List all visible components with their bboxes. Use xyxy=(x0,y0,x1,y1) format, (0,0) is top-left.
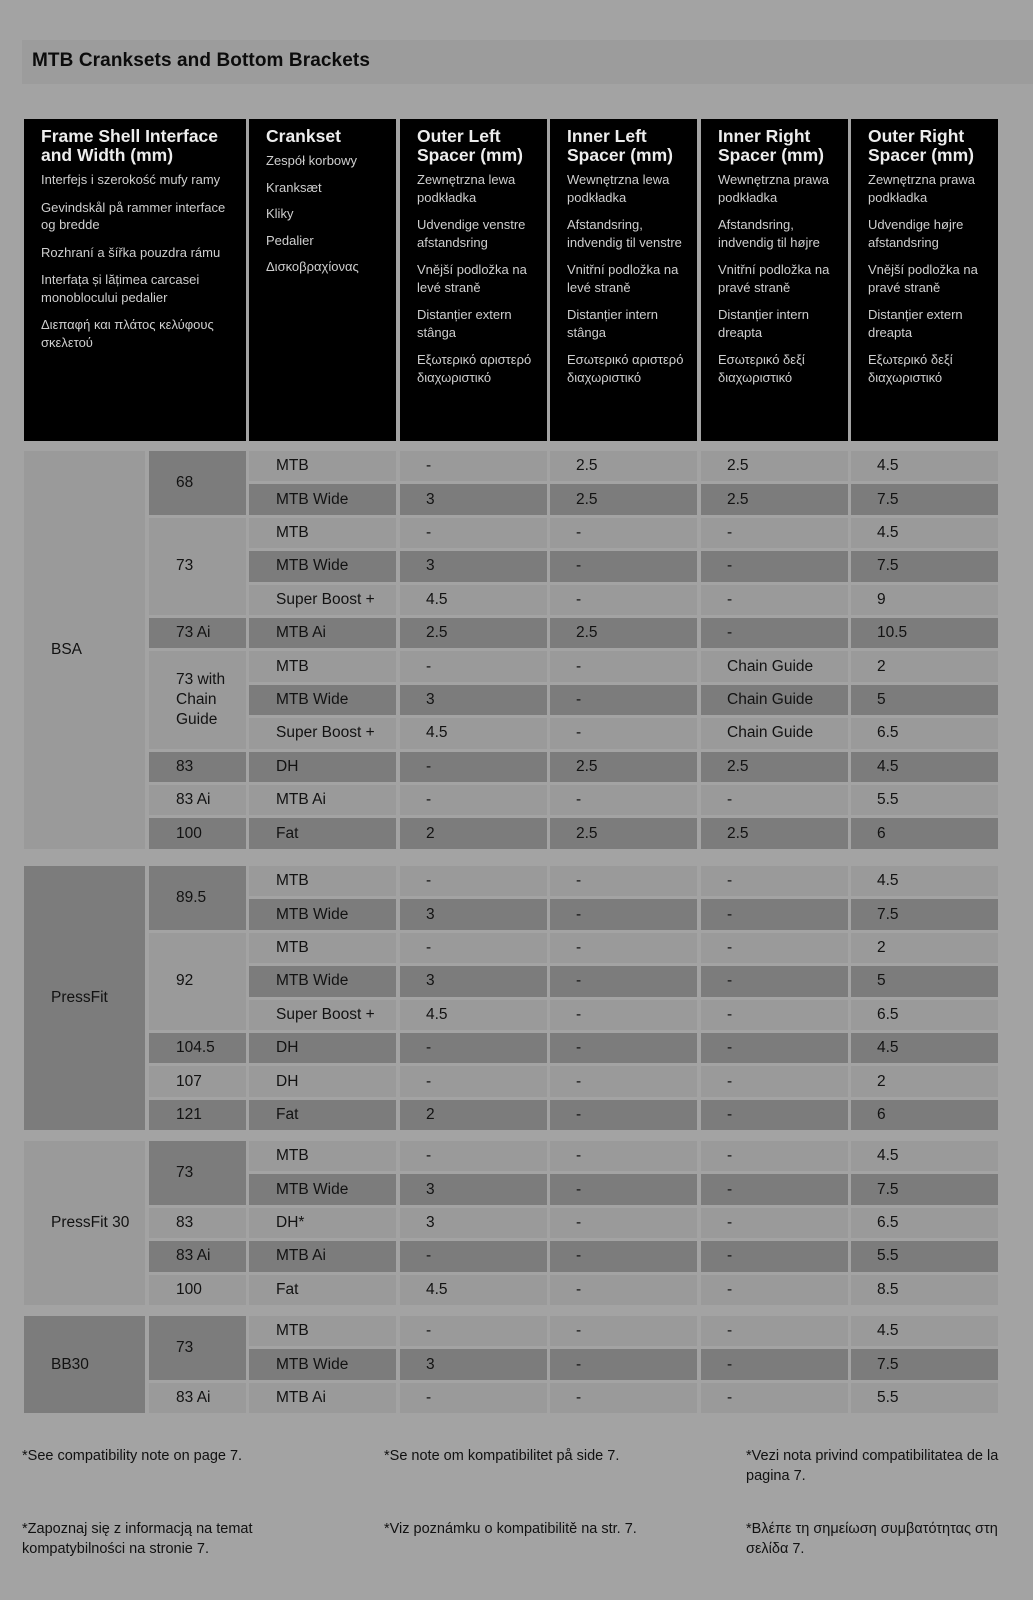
inner-right-cell: - xyxy=(701,1174,848,1204)
outer-right-cell: 4.5 xyxy=(851,1033,998,1063)
inner-left-cell: - xyxy=(550,1000,697,1030)
outer-left-cell: - xyxy=(400,1316,547,1346)
outer-right-cell: 6.5 xyxy=(851,1000,998,1030)
inner-right-cell: - xyxy=(701,585,848,615)
outer-left-cell: 2.5 xyxy=(400,618,547,648)
inner-left-cell: - xyxy=(550,1316,697,1346)
inner-right-cell: 2.5 xyxy=(701,451,848,481)
header-translation: Vnitřní podložka na pravé straně xyxy=(718,262,830,295)
outer-left-cell: - xyxy=(400,933,547,963)
width-cell: 73 with Chain Guide xyxy=(149,651,246,748)
crankset-cell: MTB Wide xyxy=(249,551,396,581)
inner-right-cell: - xyxy=(701,1100,848,1130)
outer-left-cell: - xyxy=(400,1033,547,1063)
width-cell: 68 xyxy=(149,451,246,515)
inner-left-cell: - xyxy=(550,899,697,929)
outer-right-cell: 5.5 xyxy=(851,1241,998,1271)
width-cell: 83 xyxy=(149,1208,246,1238)
header-cell xyxy=(701,119,848,441)
group-cell: BSA xyxy=(24,451,145,849)
outer-right-cell: 6 xyxy=(851,818,998,848)
header-translation: Zespół korbowy xyxy=(266,153,358,168)
width-cell: 83 Ai xyxy=(149,1383,246,1413)
width-cell: 100 xyxy=(149,1275,246,1305)
inner-left-cell: 2.5 xyxy=(550,451,697,481)
outer-right-cell: 6 xyxy=(851,1100,998,1130)
outer-right-cell: 6.5 xyxy=(851,718,998,748)
footnote: *Viz poznámku o kompatibilitě na str. 7. xyxy=(384,1521,637,1537)
header-translation: Distanțier intern stânga xyxy=(567,307,659,340)
outer-right-cell: 5.5 xyxy=(851,1383,998,1413)
width-cell: 92 xyxy=(149,933,246,1030)
header-translation: Wewnętrzna prawa podkładka xyxy=(718,172,830,205)
header-translation: Εξωτερικό αριστερό διαχωριστικό xyxy=(417,352,532,385)
inner-left-cell: 2.5 xyxy=(550,818,697,848)
crankset-cell: MTB Wide xyxy=(249,1174,396,1204)
header-translation: Εσωτερικό αριστερό διαχωριστικό xyxy=(567,352,684,385)
outer-left-cell: - xyxy=(400,1066,547,1096)
outer-left-cell: 2 xyxy=(400,1100,547,1130)
inner-left-cell: 2.5 xyxy=(550,752,697,782)
inner-left-cell: - xyxy=(550,651,697,681)
header-title: Inner Right Spacer (mm) xyxy=(718,126,825,165)
page-title: MTB Cranksets and Bottom Brackets xyxy=(32,50,370,71)
outer-right-cell: 4.5 xyxy=(851,1141,998,1171)
inner-left-cell: - xyxy=(550,1349,697,1379)
outer-right-cell: 4.5 xyxy=(851,1316,998,1346)
inner-right-cell: 2.5 xyxy=(701,752,848,782)
width-cell: 100 xyxy=(149,818,246,848)
outer-right-cell: 5 xyxy=(851,685,998,715)
crankset-cell: MTB xyxy=(249,451,396,481)
group-cell: BB30 xyxy=(24,1316,145,1413)
crankset-cell: Super Boost + xyxy=(249,585,396,615)
inner-right-cell: 2.5 xyxy=(701,818,848,848)
header-translation: Interfața și lățimea carcasei monoblocului pedalier xyxy=(41,272,200,305)
width-cell: 73 xyxy=(149,518,246,615)
outer-right-cell: 4.5 xyxy=(851,866,998,896)
outer-left-cell: - xyxy=(400,451,547,481)
outer-left-cell: - xyxy=(400,866,547,896)
crankset-cell: MTB xyxy=(249,1316,396,1346)
inner-left-cell: - xyxy=(550,785,697,815)
outer-left-cell: - xyxy=(400,1383,547,1413)
crankset-cell: Fat xyxy=(249,1100,396,1130)
crankset-cell: DH* xyxy=(249,1208,396,1238)
crankset-cell: MTB Ai xyxy=(249,1383,396,1413)
outer-left-cell: - xyxy=(400,1241,547,1271)
outer-right-cell: 4.5 xyxy=(851,518,998,548)
width-cell: 107 xyxy=(149,1066,246,1096)
inner-right-cell: - xyxy=(701,866,848,896)
inner-right-cell: 2.5 xyxy=(701,484,848,514)
width-cell: 83 Ai xyxy=(149,785,246,815)
inner-left-cell: - xyxy=(550,1033,697,1063)
outer-left-cell: - xyxy=(400,1141,547,1171)
width-cell: 83 Ai xyxy=(149,1241,246,1271)
outer-left-cell: 3 xyxy=(400,484,547,514)
header-translation: Distanțier extern stânga xyxy=(417,307,512,340)
inner-right-cell: - xyxy=(701,1383,848,1413)
width-cell: 104.5 xyxy=(149,1033,246,1063)
outer-right-cell: 5.5 xyxy=(851,785,998,815)
header-translation: Εξωτερικό δεξί διαχωριστικό xyxy=(868,352,953,385)
crankset-cell: MTB Wide xyxy=(249,685,396,715)
outer-right-cell: 6.5 xyxy=(851,1208,998,1238)
inner-right-cell: - xyxy=(701,1066,848,1096)
outer-right-cell: 4.5 xyxy=(851,451,998,481)
inner-right-cell: - xyxy=(701,618,848,648)
crankset-cell: MTB Ai xyxy=(249,618,396,648)
inner-right-cell: Chain Guide xyxy=(701,718,848,748)
outer-left-cell: 3 xyxy=(400,685,547,715)
header-translation: Zewnętrzna lewa podkładka xyxy=(417,172,516,205)
outer-left-cell: - xyxy=(400,752,547,782)
footnote: *Βλέπε τη σημείωση συμβατότητας στη σελίδα 7. xyxy=(746,1521,998,1557)
footnote: *See compatibility note on page 7. xyxy=(22,1448,243,1464)
header-translation: Wewnętrzna lewa podkładka xyxy=(567,172,670,205)
inner-right-cell: - xyxy=(701,1316,848,1346)
crankset-cell: MTB Ai xyxy=(249,785,396,815)
inner-left-cell: - xyxy=(550,718,697,748)
header-translation: Gevindskål på rammer interface og bredde xyxy=(41,199,226,232)
outer-right-cell: 2 xyxy=(851,933,998,963)
outer-right-cell: 7.5 xyxy=(851,899,998,929)
header-cell xyxy=(24,119,246,441)
crankset-cell: MTB xyxy=(249,866,396,896)
inner-right-cell: - xyxy=(701,1275,848,1305)
header-translation: Δισκοβραχίονας xyxy=(266,259,359,274)
inner-right-cell: - xyxy=(701,551,848,581)
footnote: *Vezi nota privind compatibilitatea de la pagina 7. xyxy=(746,1448,999,1484)
outer-right-cell: 7.5 xyxy=(851,1349,998,1379)
outer-left-cell: - xyxy=(400,651,547,681)
crankset-cell: Super Boost + xyxy=(249,718,396,748)
footnote: *Zapoznaj się z informacją na temat kompatybilności na stronie 7. xyxy=(22,1521,253,1557)
outer-left-cell: 3 xyxy=(400,966,547,996)
outer-left-cell: 3 xyxy=(400,1208,547,1238)
crankset-cell: MTB Ai xyxy=(249,1241,396,1271)
inner-right-cell: - xyxy=(701,1349,848,1379)
header-cell xyxy=(550,119,697,441)
header-translation: Interfejs i szerokość mufy ramy xyxy=(41,172,221,187)
header-translation: Udvendige højre afstandsring xyxy=(868,217,964,250)
outer-left-cell: 4.5 xyxy=(400,1000,547,1030)
inner-left-cell: - xyxy=(550,1174,697,1204)
outer-right-cell: 5 xyxy=(851,966,998,996)
header-title: Frame Shell Interface and Width (mm) xyxy=(41,126,219,165)
header-translation: Vnější podložka na levé straně xyxy=(417,262,527,295)
header-title: Outer Left Spacer (mm) xyxy=(417,126,524,165)
inner-right-cell: - xyxy=(701,1208,848,1238)
inner-right-cell: Chain Guide xyxy=(701,685,848,715)
inner-left-cell: - xyxy=(550,1100,697,1130)
inner-left-cell: - xyxy=(550,1208,697,1238)
crankset-cell: MTB Wide xyxy=(249,1349,396,1379)
crankset-cell: Super Boost + xyxy=(249,1000,396,1030)
header-title: Inner Left Spacer (mm) xyxy=(567,126,674,165)
width-cell: 83 xyxy=(149,752,246,782)
crankset-cell: MTB Wide xyxy=(249,966,396,996)
outer-left-cell: 3 xyxy=(400,1174,547,1204)
outer-left-cell: - xyxy=(400,785,547,815)
header-translation: Kliky xyxy=(266,206,294,221)
inner-right-cell: - xyxy=(701,785,848,815)
crankset-cell: DH xyxy=(249,1066,396,1096)
outer-left-cell: 2 xyxy=(400,818,547,848)
inner-left-cell: - xyxy=(550,1275,697,1305)
outer-left-cell: 4.5 xyxy=(400,718,547,748)
inner-right-cell: - xyxy=(701,1033,848,1063)
width-cell: 73 xyxy=(149,1141,246,1205)
crankset-cell: MTB xyxy=(249,933,396,963)
header-title: Crankset xyxy=(266,126,341,146)
inner-left-cell: 2.5 xyxy=(550,484,697,514)
inner-right-cell: - xyxy=(701,933,848,963)
outer-left-cell: 3 xyxy=(400,551,547,581)
inner-left-cell: - xyxy=(550,518,697,548)
inner-right-cell: - xyxy=(701,899,848,929)
header-cell xyxy=(851,119,998,441)
header-translation: Afstandsring, indvendig til højre xyxy=(718,217,820,250)
header-translation: Distanțier intern dreapta xyxy=(718,307,810,340)
crankset-cell: MTB Wide xyxy=(249,899,396,929)
header-translation: Udvendige venstre afstandsring xyxy=(417,217,526,250)
outer-right-cell: 10.5 xyxy=(851,618,998,648)
header-translation: Zewnętrzna prawa podkładka xyxy=(868,172,975,205)
outer-left-cell: 4.5 xyxy=(400,585,547,615)
header-cell xyxy=(400,119,547,441)
header-translation: Kranksæt xyxy=(266,179,322,195)
crankset-cell: DH xyxy=(249,1033,396,1063)
inner-right-cell: - xyxy=(701,1141,848,1171)
outer-left-cell: 4.5 xyxy=(400,1275,547,1305)
header-translation: Vnitřní podložka na levé straně xyxy=(567,262,679,295)
header-title: Outer Right Spacer (mm) xyxy=(868,126,975,165)
inner-right-cell: - xyxy=(701,1000,848,1030)
inner-left-cell: - xyxy=(550,1383,697,1413)
header-translation: Afstandsring, indvendig til venstre xyxy=(567,217,682,250)
width-cell: 121 xyxy=(149,1100,246,1130)
outer-right-cell: 7.5 xyxy=(851,1174,998,1204)
footnote: *Se note om kompatibilitet på side 7. xyxy=(384,1448,620,1464)
outer-right-cell: 7.5 xyxy=(851,484,998,514)
group-cell: PressFit xyxy=(24,866,145,1130)
outer-right-cell: 7.5 xyxy=(851,551,998,581)
inner-left-cell: - xyxy=(550,966,697,996)
outer-right-cell: 2 xyxy=(851,651,998,681)
crankset-cell: MTB xyxy=(249,1141,396,1171)
crankset-cell: DH xyxy=(249,752,396,782)
inner-left-cell: 2.5 xyxy=(550,618,697,648)
header-translation: Εσωτερικό δεξί διαχωριστικό xyxy=(718,352,805,385)
crankset-cell: Fat xyxy=(249,818,396,848)
inner-left-cell: - xyxy=(550,585,697,615)
width-cell: 89.5 xyxy=(149,866,246,930)
header-translation: Pedalier xyxy=(266,232,314,248)
outer-right-cell: 8.5 xyxy=(851,1275,998,1305)
group-cell: PressFit 30 xyxy=(24,1141,145,1305)
inner-left-cell: - xyxy=(550,933,697,963)
section-title-bar xyxy=(22,40,1033,84)
header-translation: Distanțier extern dreapta xyxy=(868,307,963,340)
inner-right-cell: Chain Guide xyxy=(701,651,848,681)
header-translation: Διεπαφή και πλάτος κελύφους σκελετού xyxy=(41,317,214,350)
crankset-cell: MTB Wide xyxy=(249,484,396,514)
outer-right-cell: 9 xyxy=(851,585,998,615)
inner-right-cell: - xyxy=(701,1241,848,1271)
inner-left-cell: - xyxy=(550,551,697,581)
outer-right-cell: 2 xyxy=(851,1066,998,1096)
crankset-cell: Fat xyxy=(249,1275,396,1305)
outer-left-cell: 3 xyxy=(400,1349,547,1379)
header-translation: Vnější podložka na pravé straně xyxy=(868,262,978,295)
outer-left-cell: 3 xyxy=(400,899,547,929)
outer-left-cell: - xyxy=(400,518,547,548)
inner-left-cell: - xyxy=(550,1241,697,1271)
header-cell xyxy=(249,119,396,441)
width-cell: 73 Ai xyxy=(149,618,246,648)
header-translation: Rozhraní a šířka pouzdra rámu xyxy=(41,244,221,260)
inner-left-cell: - xyxy=(550,1141,697,1171)
inner-left-cell: - xyxy=(550,1066,697,1096)
inner-left-cell: - xyxy=(550,866,697,896)
outer-right-cell: 4.5 xyxy=(851,752,998,782)
inner-right-cell: - xyxy=(701,966,848,996)
width-cell: 73 xyxy=(149,1316,246,1380)
inner-left-cell: - xyxy=(550,685,697,715)
crankset-cell: MTB xyxy=(249,518,396,548)
inner-right-cell: - xyxy=(701,518,848,548)
crankset-cell: MTB xyxy=(249,651,396,681)
